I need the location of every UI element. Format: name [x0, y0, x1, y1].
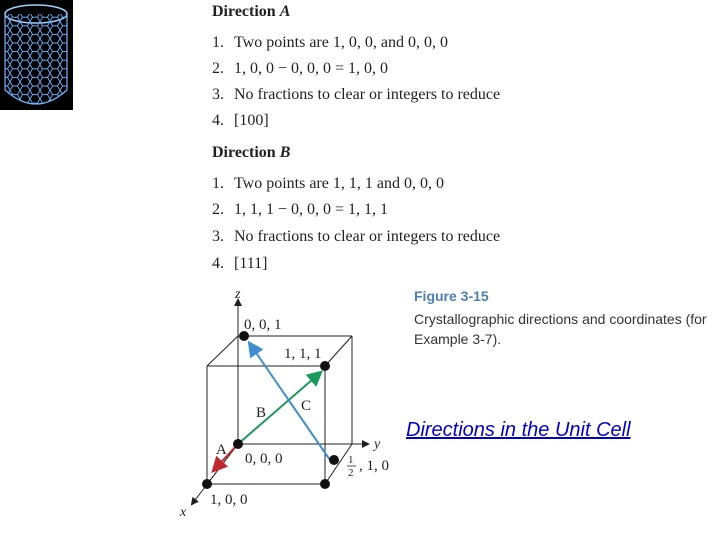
direction-a-step-1: 1. Two points are 1, 0, 0, and 0, 0, 0	[212, 34, 448, 51]
figure-caption: Crystallographic directions and coordinates (for Example 3-7).	[414, 311, 707, 347]
direction-a-heading: Direction A	[212, 3, 291, 20]
direction-a-step-2: 2. 1, 0, 0 − 0, 0, 0 = 1, 0, 0	[212, 60, 389, 77]
point-half-1-0	[329, 455, 339, 465]
axis-x-label: x	[180, 505, 187, 520]
direction-b-step-4: 4. [111]	[212, 255, 268, 272]
point-1-1-1	[320, 361, 330, 371]
vector-label-b: B	[256, 405, 267, 421]
point-label-0-0-0: 0, 0, 0	[245, 451, 283, 467]
unit-cell-diagram	[170, 282, 405, 522]
point-1-1-0	[320, 479, 330, 489]
point-0-0-0	[233, 439, 243, 449]
slide-title: Directions in the Unit Cell	[406, 419, 631, 441]
point-label-half-num: 1	[348, 454, 354, 466]
direction-b-step-3: 3. No fractions to clear or integers to reduce	[212, 228, 501, 245]
direction-a-step-3: 3. No fractions to clear or integers to reduce	[212, 86, 501, 103]
axis-z-label: z	[235, 287, 241, 302]
direction-a-step-4: 4. [100]	[212, 112, 269, 129]
direction-b-step-2: 2. 1, 1, 1 − 0, 0, 0 = 1, 1, 1	[212, 201, 389, 218]
nanotube-image	[0, 0, 73, 110]
direction-b-heading: Direction B	[212, 144, 291, 161]
point-label-half-den: 2	[348, 467, 354, 479]
nanotube-logo	[0, 0, 73, 110]
axis-y-label: y	[374, 437, 381, 452]
point-label-0-0-1: 0, 0, 1	[244, 317, 282, 333]
point-label-1-1-1: 1, 1, 1	[284, 346, 322, 362]
vector-label-c: C	[301, 398, 312, 414]
point-1-0-0	[202, 479, 212, 489]
direction-b-step-1: 1. Two points are 1, 1, 1 and 0, 0, 0	[212, 175, 444, 192]
point-label-half-rest: , 1, 0	[359, 458, 389, 474]
figure-label: Figure 3-15	[414, 288, 489, 304]
point-label-1-0-0: 1, 0, 0	[210, 492, 248, 508]
vector-label-a: A	[216, 442, 227, 458]
